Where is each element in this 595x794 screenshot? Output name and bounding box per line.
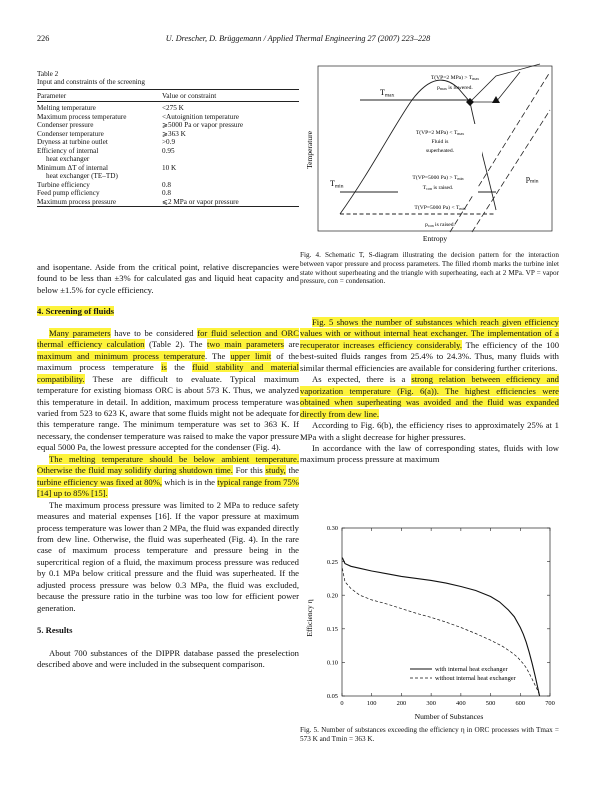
table-cell-parameter: Melting temperature [37,104,96,113]
figure-4 [300,62,559,244]
paragraph-screening-1: Many parameters have to be considered for fluid selection and ORC thermal efficiency calculation (Table 2). The two main parameters are maximum and minimum process temperature. The upper limit of the maximum process temperature is the fluid stability and material compatibility. These are difficult to evaluate. Typical maximum temperature for existing biomass ORC is about 573 K. Thus, we analyzed this temperature in detail. In addition, maximum process temperature was varied from 523 to 623 K, aware that some fluids might not be adequate for this temperature range. The minimum temperature was set to 363 K. If necessary, the condenser temperature was raised to make the vapor pressure equal 5000 Pa, the lowest pressure accepted for the condenser (Fig. 4). [37,327,300,453]
table-label: Table 2 [37,70,59,78]
paragraph-intro: and isopentane. Aside from the critical point, relative discrepancies were found to be less than ±3% for calculated gas and liquid heat capacity and below ±1.5% for cycle efficiency. [37,262,299,295]
table-header-value: Value or constraint [162,91,217,100]
table-cell-value: 0.8 [162,180,171,189]
x-tick-label: 100 [366,700,377,707]
figure-4-caption: Fig. 4. Schematic T, S-diagram illustrating the decision pattern for the interaction between vapor pressure and process parameters. The filled rhomb marks the turbine inlet state without superheating and the triangle with superheating, each at 2 MPa. VP = vapor pressure, con = condensation. [300,251,559,286]
paragraph-results-2: Fig. 5 shows the number of substances which reach given efficiency values with or without internal heat exchanger. The implementation of a recuperator increases efficiency considerably. The efficiency of the 100 best-suited fluids ranges from 25.4% to 24.3%. Thus, many fluids with similar thermal efficiencies are available for considering further criterions. [300,317,560,373]
x-tick-label: 700 [545,700,555,707]
table-bottom-rule [37,206,299,207]
table-row [37,189,299,197]
table-cell-parameter: Condenser pressure [37,121,94,130]
table-row [37,130,299,138]
table-cell-parameter: Maximum process temperature [37,112,127,121]
pmin-label: pmin [526,174,539,185]
y-tick-label: 0.25 [326,558,338,566]
running-title: U. Drescher, D. Brüggemann / Applied Thermal Engineering 27 (2007) 223–228 [165,34,431,43]
svg-text:pcon is raised.: pcon is raised. [425,222,455,228]
x-tick-label: 500 [485,700,496,707]
x-tick-label: 400 [456,700,466,707]
x-tick-label: 300 [426,700,436,707]
paragraph-results-5: In accordance with the law of corresponding states, fluids with low maximum process pressure at maximum [300,442,559,465]
x-tick-label: 200 [396,700,407,707]
triangle-marker [492,96,500,103]
table-cell-value: 10 K [162,163,177,172]
table-row [37,147,299,164]
table-cell-value: >0.9 [162,138,176,147]
page-header [37,34,559,46]
table-row [37,181,299,189]
svg-text:T(VP=5000 Pa) < Tmin: T(VP=5000 Pa) < Tmin [414,205,466,211]
svg-text:T(VP=2 MPa) > Tmax: T(VP=2 MPa) > Tmax [430,75,480,81]
figure-5-chart [300,520,559,722]
fig4-ylabel: Temperature [305,131,314,169]
paragraph-screening-2: The melting temperature should be below ambient temperature. Otherwise the fluid may solidify during shutdown time. For this study, the turbine efficiency was fixed at 80%, which is in the typical range from 75% [14] up to 85% [15]. [37,453,300,499]
table-cell-parameter: Condenser temperature [37,129,104,138]
table-row [37,198,299,206]
table-row [37,138,299,146]
table-cell-value: 0.95 [162,146,175,155]
table-cell-value: ⩽2 MPa or vapor pressure [162,197,239,206]
table-cell-value: <Autoignition temperature [162,112,239,121]
table-2 [37,70,299,207]
table-row [37,113,299,121]
table-cell-value: <275 K [162,104,184,113]
section-4-title: 4. Screening of fluids [37,306,114,317]
table-rows [37,102,299,206]
legend-label: without internal heat exchanger [435,675,516,683]
table-body [37,90,299,206]
paragraph-screening-3: The maximum process pressure was limited to 2 MPa to reduce safety measures and material expenses [16]. If the vapor pressure at maximum process temperature was lower than 2 MPa, the fluid was expanded directly from dew line. Otherwise, the fluid was superheated (Fig. 4). In the rare case of maximum process temperature and pressure being in the supercritical region of a fluid, the maximum process pressure was reduced by 0.1 MPa below critical pressure and the fluid was superheated. If the adjusted process pressure was below 0.3 MPa, the fluid was excluded, because the pressure ratio in the turbine was too low for efficient power generation. [37,499,299,613]
section-5-heading: 5. Results [37,625,73,636]
table-title: Input and constraints of the screening [37,78,145,87]
paragraph-results-1: About 700 substances of the DIPPR database passed the preselection described above and were included in the subsequent comparison. [37,647,299,670]
tmax-label: Tmax [380,88,395,99]
svg-text:superheated.: superheated. [425,148,455,154]
section-4-heading [37,306,299,317]
fig4-annotation-3 [398,170,478,196]
figure-5-caption: Fig. 5. Number of substances exceeding the efficiency η in ORC processes with Tmax = 573 K and Tmin = 363 K. [300,726,559,743]
fig5-ylabel: Efficiency η [305,599,314,637]
table-cell-parameter: Feed pump efficiency [37,189,100,198]
fig4-annotation-2 [416,124,482,158]
y-tick-label: 0.05 [326,693,338,701]
table-cell-value: ⩾5000 Pa or vapor pressure [162,121,244,130]
isobar-diag-2 [472,110,550,232]
fig4-xlabel: Entropy [422,234,448,243]
svg-text:T(VP=2 MPa) < Tmax: T(VP=2 MPa) < Tmax [415,130,465,136]
table-header-row [37,90,299,102]
table-row [37,102,299,113]
x-tick-label: 0 [340,700,344,707]
svg-text:Tcon is raised.: Tcon is raised. [422,185,454,191]
legend-label: with internal heat exchanger [435,666,508,674]
table-cell-parameter: Maximum process pressure [37,197,117,206]
fig5-xlabel: Number of Substances [414,712,484,721]
table-row [37,164,299,181]
table-header-parameter: Parameter [37,91,67,100]
svg-text:pmax is lowered.: pmax is lowered. [437,85,473,91]
table-cell-parameter: Dryness at turbine outlet [37,138,108,147]
page-number: 226 [37,34,50,43]
table-cell-value: ⩾363 K [162,129,186,138]
x-tick-label: 600 [515,700,526,707]
y-tick-label: 0.20 [326,592,338,600]
table-cell-parameter: Turbine efficiency [37,180,90,189]
right-column [300,317,559,466]
table-cell-parameter: Efficiency of internal heat exchanger [37,146,99,164]
fig4-annotation-4 [414,204,465,228]
paragraph-results-4: According to Fig. 6(b), the efficiency rises to approximately 25% at 1 MPa with a slight decrease for higher pressures. [300,420,559,442]
table-row [37,121,299,129]
y-tick-label: 0.15 [326,626,338,633]
fig4-annotation-1 [431,74,479,91]
y-tick-label: 0.10 [326,659,338,667]
table-cell-parameter: Minimum ΔT of internal heat exchanger (TE–TD) [37,163,118,181]
svg-text:T(VP=5000 Pa) > Tmin: T(VP=5000 Pa) > Tmin [412,175,464,181]
tmin-label: Tmin [330,179,344,190]
left-column [37,262,299,671]
y-tick-label: 0.30 [326,525,338,533]
paragraph-results-3: As expected, there is a strong relation between efficiency and vaporization temperature (Fig. 6(a)). The highest efficiencies were obtained when superheating was avoided and the fluid was expanded directly from dew line. [300,374,559,419]
table-cell-value: 0.8 [162,189,171,198]
svg-text:Fluid is: Fluid is [431,139,449,145]
